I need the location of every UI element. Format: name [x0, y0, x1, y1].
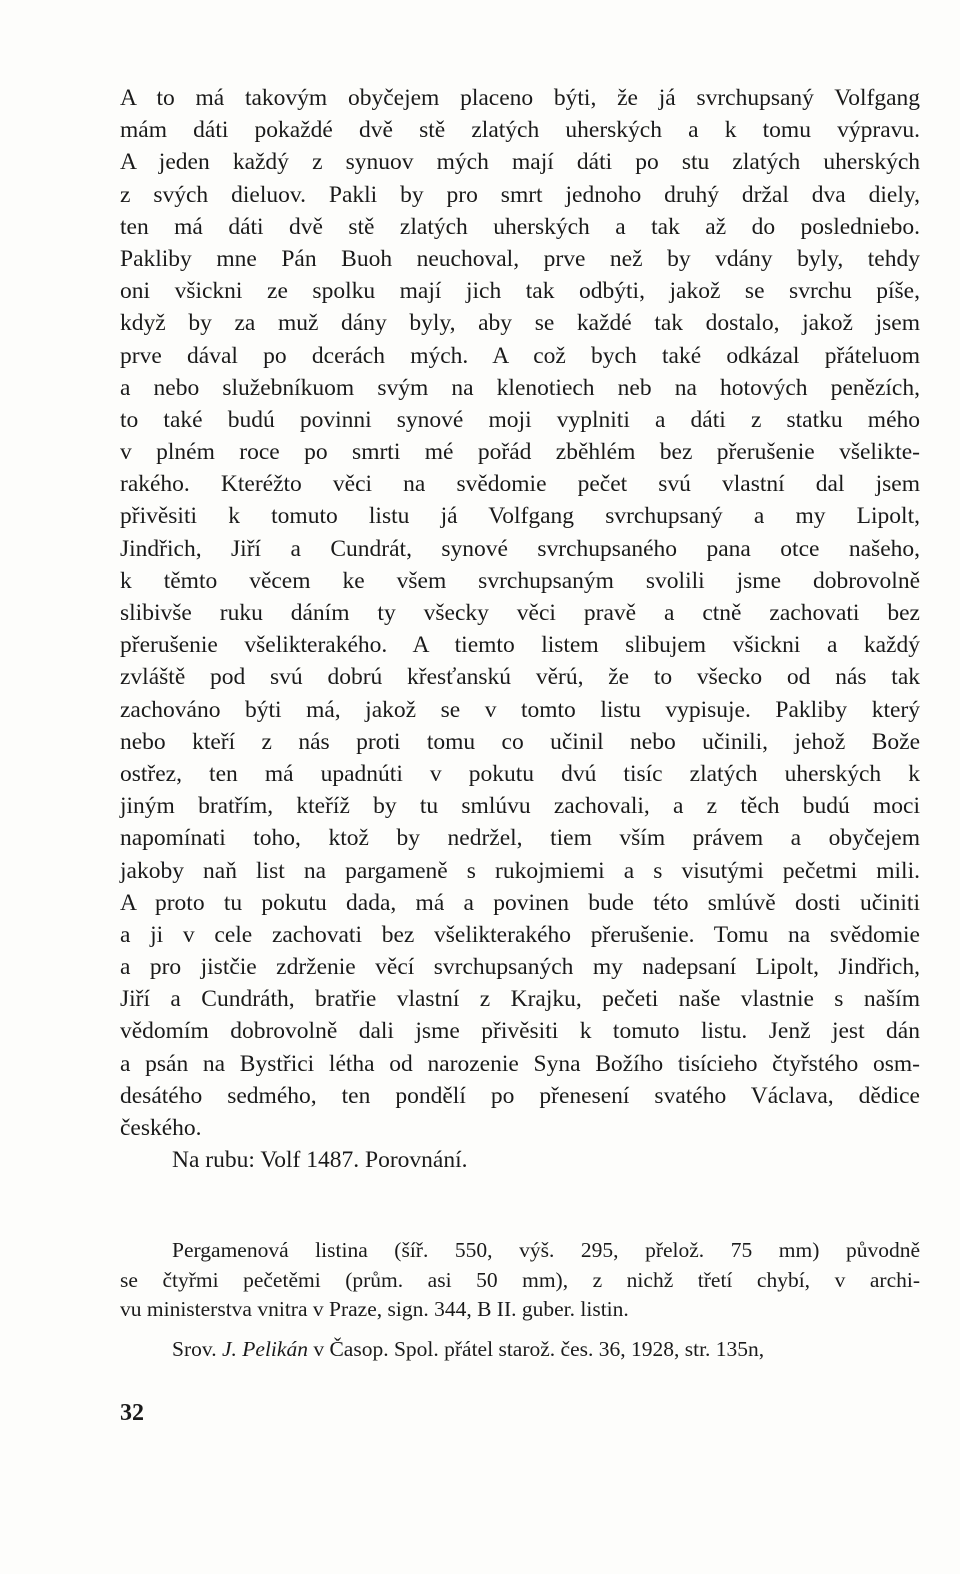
text-line: Pakliby mne Pán Buoh neuchoval, prve než by vdány byly, tehdy — [120, 245, 920, 272]
source-author: J. Pelikán — [221, 1336, 308, 1361]
back-note: Na rubu: Volf 1487. Porovnání. — [172, 1147, 468, 1174]
footnote-block — [120, 1236, 920, 1364]
text-line: napomínati toho, ktož by nedržel, tiem vším právem a obyčejem — [120, 825, 920, 852]
text-line: přivěsiti k tomuto listu já Volfgang svrchupsaný a my Lipolt, — [120, 503, 920, 530]
text-line: a psán na Bystřici létha od narozenie Syna Božího tisícieho čtyřstého osm- — [120, 1050, 920, 1077]
text-line: z svých dieluov. Pakli by pro smrt jednoho druhý držal dva diely, — [120, 181, 920, 208]
text-line: přerušenie všelikterakého. A tiemto listem slibujem všickni a každý — [120, 632, 920, 659]
page-number: 32 — [120, 1400, 144, 1426]
text-line: v plném roce po smrti mé pořád zběhlém bez přerušenie všelikte- — [120, 439, 920, 466]
text-line: to také budú povinni synové moji vyplniti a dáti z statku mého — [120, 406, 920, 433]
text-line: Jindřich, Jiří a Cundrát, synové svrchupsaného pana otce našeho, — [120, 535, 920, 562]
text-line: A jeden každý z synuov mých mají dáti po stu zlatých uherských — [120, 149, 920, 176]
text-line: a nebo služebníkuom svým na klenotiech neb na hotových penězích, — [120, 374, 920, 401]
text-line: Jiří a Cundráth, bratřie vlastní z Krajku, pečeti naše vlastnie s naším — [120, 986, 920, 1013]
text-line: mám dáti pokaždé dvě stě zlatých uherských a k tomu výpravu. — [120, 117, 920, 144]
source-prefix: Srov. — [172, 1336, 222, 1361]
footnote-line: se čtyřmi pečetěmi (prům. asi 50 mm), z nichž třetí chybí, v archi- — [120, 1267, 920, 1292]
text-line: rakého. Kteréžto věci na svědomie pečet svú vlastní dal jsem — [120, 471, 920, 498]
text-line: A proto tu pokutu dada, má a povinen bude této smlúvě dosti učiniti — [120, 889, 920, 916]
text-line: prve dával po dcerách mých. A což bych také odkázal přáteluom — [120, 342, 920, 369]
text-line: když by za muž dány byly, aby se každé tak dostalo, jakož jsem — [120, 310, 920, 337]
text-line: slibivše ruku dáním ty všecky věci pravě a ctně zachovati bez — [120, 600, 920, 626]
text-line: oni všickni ze spolku mají jich tak odbýti, jakož se svrchu píše, — [120, 278, 920, 305]
text-line: českého. — [120, 1115, 202, 1141]
charter-text — [120, 82, 920, 1176]
source-reference — [120, 1335, 920, 1365]
text-line: A to má takovým obyčejem placeno býti, že já svrchupsaný Volfgang — [120, 85, 920, 111]
text-line: jakoby naň list na pargameně s rukojmiemi a s visutými pečetmi mili. — [120, 857, 920, 884]
text-line: ten má dáti dvě stě zlatých uherských a tak až do posledniebo. — [120, 213, 920, 240]
footnote-line: Pergamenová listina (šíř. 550, výš. 295, přelož. 75 mm) původně — [172, 1238, 920, 1262]
text-line: zvláště pod svú dobrú křesťanskú věrú, že to všecko od nás tak — [120, 664, 920, 691]
text-line: vědomím dobrovolně dali jsme přivěsiti k tomuto listu. Jenž jest dán — [120, 1018, 920, 1045]
text-line: nebo kteří z nás proti tomu co učinil nebo učinili, jehož Bože — [120, 728, 920, 755]
text-line: ostřez, ten má upadnúti v pokutu dvú tisíc zlatých uherských k — [120, 760, 920, 787]
text-line: jiným bratřím, kteříž by tu smlúvu zachovali, a z těch budú moci — [120, 793, 920, 820]
text-line: desátého sedmého, ten pondělí po přenesení svatého Václava, dědice — [120, 1082, 920, 1109]
text-line: k těmto věcem ke všem svrchupsaným svolili jsme dobrovolně — [120, 567, 920, 594]
text-line: a ji v cele zachovati bez všelikterakého přerušenie. Tomu na svědomie — [120, 921, 920, 948]
source-rest: v Časop. Spol. přátel starož. čes. 36, 1928, str. 135n, — [307, 1336, 765, 1361]
text-line: zachováno býti má, jakož se v tomto listu vypisuje. Pakliby který — [120, 696, 920, 723]
footnote-line: vu ministerstva vnitra v Praze, sign. 344, B II. guber. listin. — [120, 1297, 629, 1321]
text-line: a pro jistčie zdrženie věcí svrchupsaných my nadepsaní Lipolt, Jindřich, — [120, 954, 920, 981]
